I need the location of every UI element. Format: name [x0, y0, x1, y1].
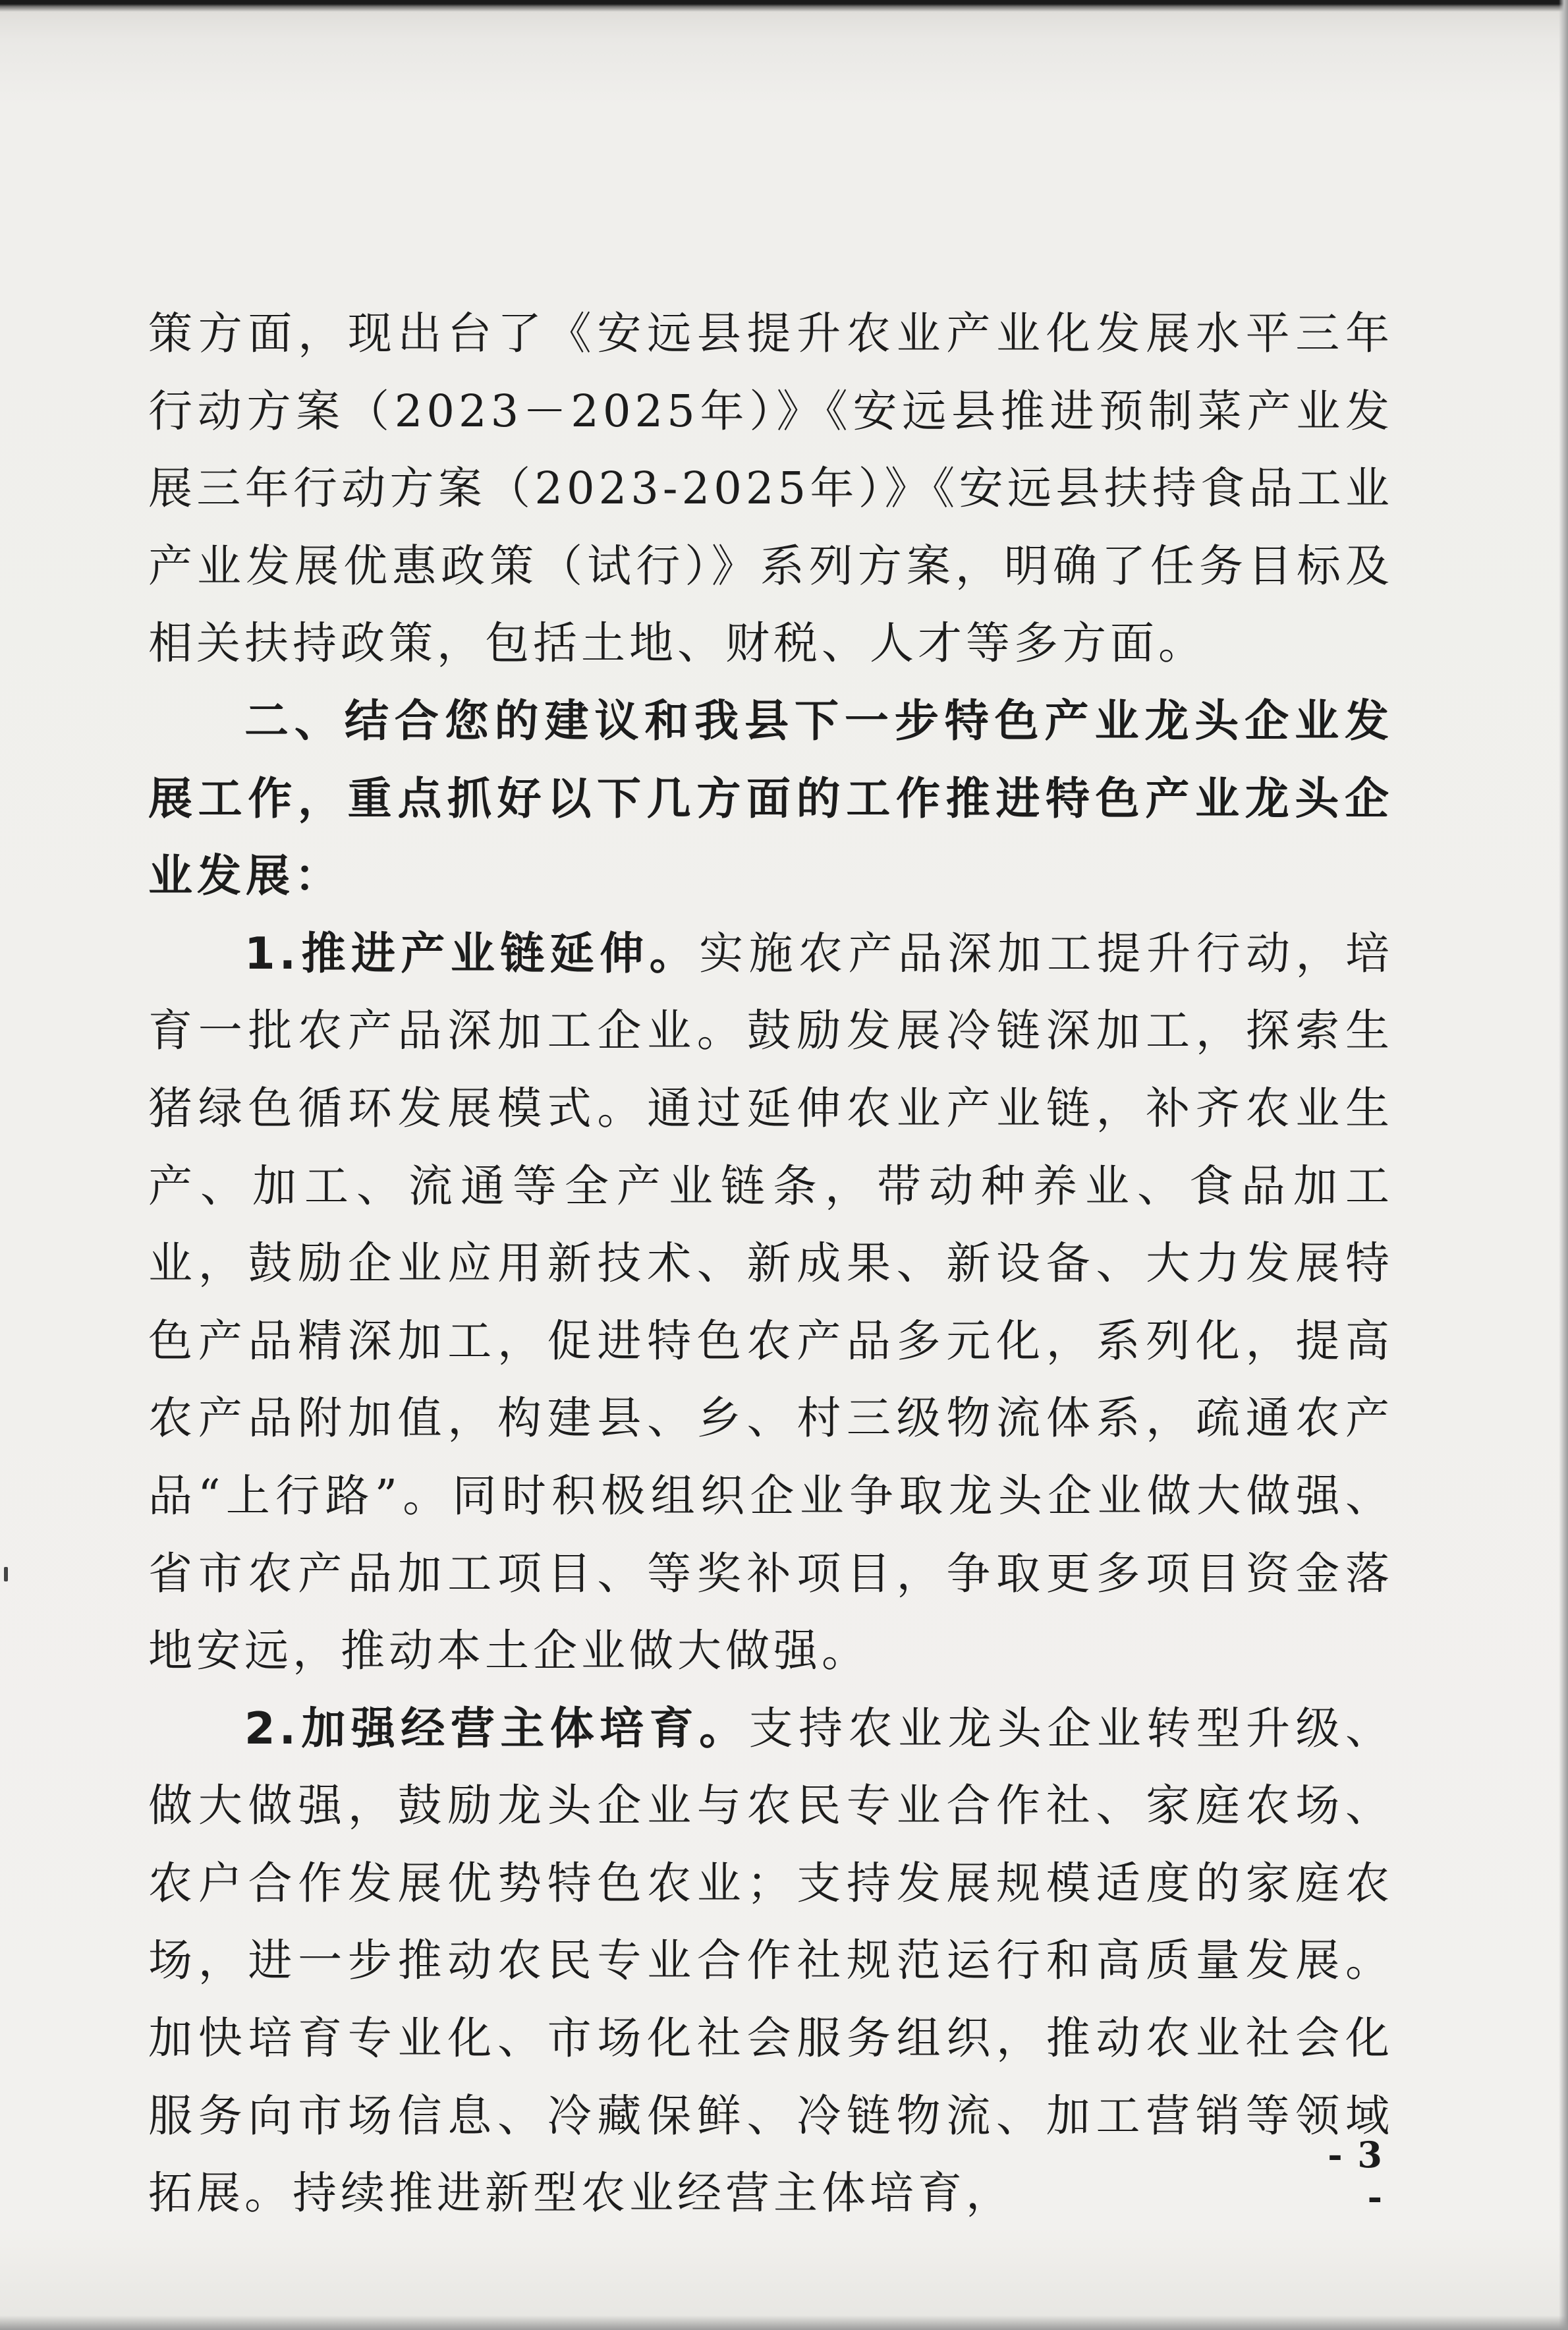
item-1-body: 实施农产品深加工提升行动，培育一批农产品深加工企业。鼓励发展冷链深加工，探索生猪绿色循环发展模式。通过延伸农业产业链，补齐农业生产、加工、流通等全产业链条，带动种养业、食品加工业，鼓励企业应用新技术、新成果、新设备、大力发展特色产品精深加工，促进特色农产品多元化，系列化，提高农产品附加值，构建县、乡、村三级物流体系，疏通农产品“上行路”。同时积极组织企业争取龙头企业做大做强、省市农产品加工项目、等奖补项目，争取更多项目资金落地安远，推动本土企业做大做强。	[148, 927, 1394, 1677]
item-2-body: 支持农业龙头企业转型升级、做大做强，鼓励龙头企业与农民专业合作社、家庭农场、农户合作发展优势特色农业；支持发展规模适度的家庭农场，进一步推动农民专业合作社规范运行和高质量发展。加快培育专业化、市场化社会服务组织，推动农业社会化服务向市场信息、冷藏保鲜、冷链物流、加工营销等领域拓展。持续推进新型农业经营主体培育，	[148, 1702, 1394, 2219]
item-1-lead: 1.推进产业链延伸。	[244, 927, 700, 979]
scan-right-edge	[1559, 0, 1568, 2330]
margin-speck	[4, 1567, 8, 1581]
item-2-lead: 2.加强经营主体培育。	[244, 1702, 749, 1754]
document-body	[148, 295, 1393, 2232]
page-number: - 3 -	[1328, 2134, 1384, 2218]
item-1-paragraph	[148, 915, 1393, 1690]
item-2-paragraph	[148, 1690, 1393, 2232]
continuation-paragraph: 策方面，现出台了《安远县提升农业产业化发展水平三年行动方案（2023－2025年）》《安远县推进预制菜产业发展三年行动方案（2023-2025年）》《安远县扶持食品工业产业发展优惠政策（试行）》系列方案，明确了任务目标及相关扶持政策，包括土地、财税、人才等多方面。	[148, 308, 1393, 669]
scan-top-shadow	[0, 0, 1568, 12]
section-two-heading: 二、结合您的建议和我县下一步特色产业龙头企业发展工作，重点抓好以下几方面的工作推进特色产业龙头企业发展：	[148, 695, 1393, 902]
scan-bottom-edge	[0, 2316, 1568, 2330]
